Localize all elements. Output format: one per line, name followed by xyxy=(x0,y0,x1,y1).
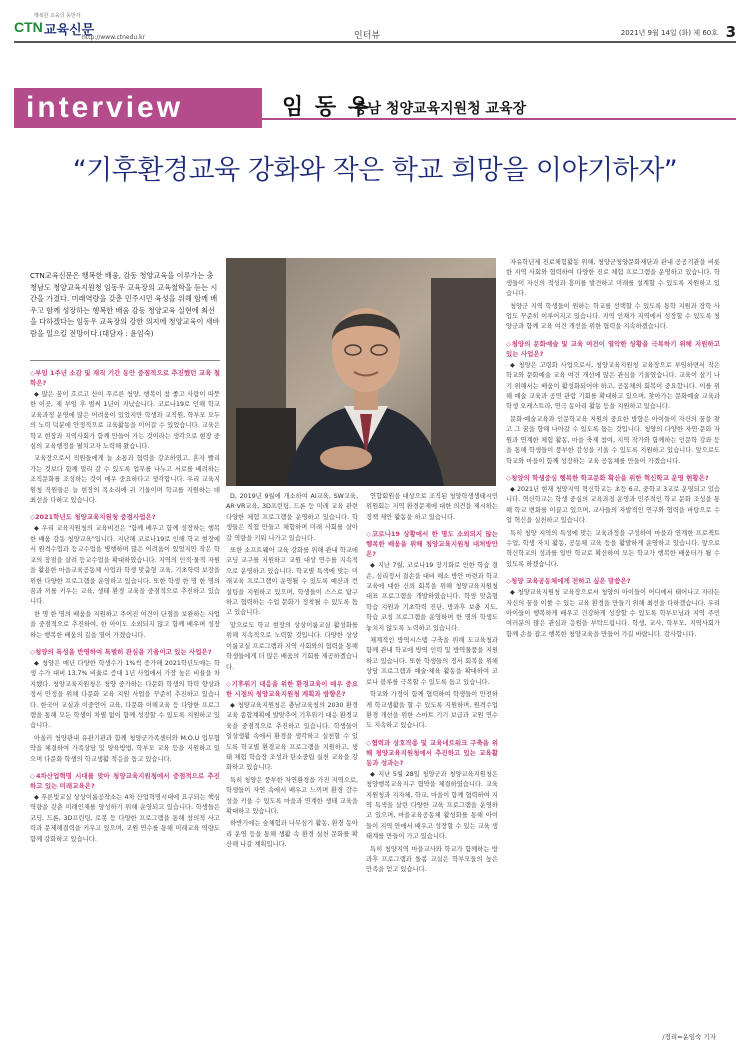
lead-divider xyxy=(30,360,220,361)
answer-paragraph: ◆ 2021년 현재 청양지역 혁신학교는 초등 6교, 중학교 3교로 운영되고 있습니다. 혁신학교는 학생 중심의 교육과정 운영과 민주적인 학교 문화 조성을 통해 학교 변화를 이끌고 있으며, 교사들의 자발적인 연구와 협력을 바탕으로 수업 혁신을 실천하고 있습니다. xyxy=(506,485,720,525)
question-heading: ◇4차산업혁명 시대를 맞아 청양교육지원청에서 중점적으로 추진하고 있는 미래교육은? xyxy=(30,772,220,790)
logo-tagline: 행복한 교육의 동반자 xyxy=(34,13,81,19)
answer-paragraph: 연합회원을 대상으로 조직된 청양학생생태시민위원회는 지역 환경문제에 대한 의견을 제시하는 정책 제안 활동을 하고 있습니다. xyxy=(366,493,498,521)
interviewee-photo xyxy=(226,258,496,486)
answer-paragraph: 학교와 가정이 함께 협력하여 학생들이 안전하게 학교생활을 할 수 있도록 지원하며, 원격수업 환경 개선을 위한 스마트 기기 보급과 교원 연수도 지속하고 있습니다. xyxy=(366,691,498,730)
answer-paragraph: 앞으로도 학교 현장의 상상이룸교실 활성화를 위해 지속적으로 노력할 것입니다. 다양한 상상이룸교실 프로그램과 지역 사회와의 협력을 통해 학생들에게 더 많은 배움의 기회를 제공하겠습니다. xyxy=(226,621,358,671)
article-column-4 xyxy=(506,258,720,1044)
question-heading: ◇부임 1주년 소감 및 재직 기간 동안 중점적으로 추진했던 교육 철학은? xyxy=(30,369,220,387)
interviewee-name: 임 동 우 xyxy=(282,95,372,120)
newspaper-logo[interactable] xyxy=(14,12,154,42)
section-name: 인터뷰 xyxy=(354,31,381,41)
site-url[interactable]: http://www.ctnedu.kr xyxy=(82,34,146,41)
answer-paragraph: 하반기에는 숲체험과 나무심기 활동, 환경 동아리 운영 등을 통해 생활 속 환경 실천 문화를 확산해 나갈 계획입니다. xyxy=(226,820,358,849)
question-heading: ◇협력과 상호작용 및 교육네트워크 구축을 위해 청양교육지원청에서 추진하고 있는 교육활동과 성과는? xyxy=(366,738,498,767)
banner-word: interview xyxy=(26,91,184,124)
answer-paragraph: ◆ 우리 교육지원청의 교육비전은 "함께 배우고 함께 성장하는 행복한 배움 감동 청양교육"입니다. 지난해 코로나19로 인해 학교 현장에서 원격수업과 등교수업을 병행하며 많은 어려움이 있었지만 작은 학교의 장점을 살려 등교수업을 확대하였습니다. 지역의 인적·물적 자원을 활용한 마을교육공동체 사업과 학생 맞춤형 교육, 기초학력 보장을 위한 다양한 프로그램을 운영하고 있습니다. 또한 학생 한 명 한 명의 꿈과 끼를 키우는 교육, 생태 환경 교육을 중점적으로 추진하고 있습니다. xyxy=(30,525,220,606)
question-heading: ◇청양의 문화예술 및 교육 여건이 열악한 상황을 극복하기 위해 지원하고 있는 사업은? xyxy=(506,339,720,358)
answer-paragraph: ◆ 지난 7월, 코로나19 장기화로 인한 학습 결손, 심리정서 결손을 대비 해소 방안 마련과 학교교육에 대한 신뢰 회복을 위해 청양교육지원청 대표 프로그램을 개발하였습니다. 학생 맞춤형 학습 지원과 기초학력 진단, 방과후 보충 지도, 학습 코칭 프로그램을 운영하며 한 명의 학생도 놓치지 않도록 노력하고 있습니다. xyxy=(366,562,498,632)
portrait-illustration xyxy=(226,258,496,486)
masthead xyxy=(14,12,736,42)
answer-paragraph: ◆ 푸른빛교실 상상이룸공작소는 4차 산업혁명시대에 요구되는 핵심역량을 갖춘 미래인재를 양성하기 위해 운영되고 있습니다. 학생들은 코딩, 드론, 3D프린팅, 로봇 등 다양한 프로그램을 통해 창의적 사고력과 문제해결력을 키우고 있으며, 교원 연수를 통해 미래교육 역량도 함께 강화하고 있습니다. xyxy=(30,794,220,843)
article-column-1 xyxy=(30,368,220,1044)
answer-paragraph: 특히 청양은 풍부한 자연환경을 가진 지역으로, 학생들이 자연 속에서 배우고 느끼며 환경 감수성을 키울 수 있도록 마을과 연계한 생태 교육을 확대하고 있습니다. xyxy=(226,776,358,815)
answer-paragraph: 체계적인 방역시스템 구축을 위해 도교육청과 함께 관내 학교에 방역 인력 및 방역물품을 지원하고 있습니다. 또한 학생들의 정서 회복을 위해 상담 프로그램과 예술·체육 활동을 확대하여 코로나 블루를 극복할 수 있도록 돕고 있습니다. xyxy=(366,637,498,686)
answer-paragraph: 문화·예술교육과 인문학교육 지원의 중요한 방향은 아이들이 자신의 꿈을 찾고 그 꿈을 향해 나아갈 수 있도록 돕는 것입니다. 청양의 다양한 자연·문화 자원과 연계한 체험 활동, 마을 축제 참여, 지역 작가와 함께하는 인문학 강좌 등을 통해 학생들이 풍부한 감성을 키울 수 있도록 지원하고 있습니다. 앞으로도 학교와 마을이 함께 성장하는 교육 공동체를 만들어 가겠습니다. xyxy=(506,415,720,465)
answer-paragraph: 교육장으로서 직원들에게 늘 소통과 협력을 강조하였고, 혼자 빨리 가는 것보다 함께 멀리 갈 수 있도록 업무를 나누고 서로를 배려하는 조직문화를 조성하는 것이 매우 중요하다고 생각합니다. 우리 교육지원청 직원들은 늘 현장의 목소리에 귀 기울이며 학교를 지원하는 데 최선을 다하고 있습니다. xyxy=(30,455,220,505)
question-heading: ◇청양 교육공동체에게 전하고 싶은 말씀은? xyxy=(506,577,631,586)
question-heading: ◇2021학년도 청양교육지원청 중점사업은? xyxy=(30,513,156,522)
interview-banner xyxy=(14,88,736,128)
article-lead: CTN교육신문은 행복한 배움, 감동 청양교육을 이루가는 충청남도 청양교육지원청 임동우 교육장의 교육철학을 듣는 시간을 가졌다. 미래역량을 갖춘 민주시민 육성을 위해 함께 배우고 함께 성장하는 행복한 배움 감동 청양교육 실현에 최선을 다하겠다는 임동우 교육장의 강한 의지에 청양교육이 새바람을 일으킬 전망이다.(대담자 : 윤임숙) xyxy=(30,271,220,338)
answer-paragraph: 한 명 한 명의 배움을 지원하고 주어진 여건이 단점을 보완하는 사업을 중점적으로 추진하여, 한 아이도 소외되지 않고 함께 배우며 성장하는 행복한 배움의 길을 열어 가겠습니다. xyxy=(30,610,220,639)
answer-paragraph: ◆ 많은 꿈이 흐르고 산이 푸르른 청양, 행복이 참 좋고 사람이 따뜻한 이곳, 제 부임 후 벌써 1년이 지났습니다. 코로나19로 인해 학교 교육과정 운영에 많은 어려움이 있었지만 학생과 교직원, 학부모 모두의 노력 덕분에 안정적으로 교육활동을 이어갈 수 있었습니다. 교육은 학교 현장과 지역사회가 함께 만들어 가는 것이라는 생각으로 현장 중심의 교육행정을 펼치고자 노력해 왔습니다. xyxy=(30,391,220,451)
logo-ctn: CTN xyxy=(14,19,43,35)
answer-paragraph: 아울러 청양관내 유관기관과 함께 청양군가족센터와 M.O.U 업무협약을 체결하여 가족상담 및 양육방법, 학부모 교육 등을 지원하고 있으며 다문화 학생의 학교생활 적응을 돕고 있습니다. xyxy=(30,734,220,763)
answer-paragraph: ◆ 지난 5월 28일 청양군과 청양교육지원청은 청양행복교육지구 협약을 체결하였습니다. 교육지원청과 지자체, 학교, 마을이 함께 협력하여 지역 특색을 살린 다양한 교육 프로그램을 운영하고 있으며, 마을교육공동체 활성화를 통해 아이들이 지역 안에서 배우고 성장할 수 있는 교육 생태계를 만들어 가고 있습니다. xyxy=(366,770,498,841)
article-headline: “기후환경교육 강화와 작은 학교 희망을 이야기하자” xyxy=(72,155,678,186)
answer-paragraph: 자유학년제 진로체험활동 위해, 청양군청양문화재단과 관내 공공기관을 비롯한 지역 사회와 협력하여 다양한 진로 체험 프로그램을 운영하고 있습니다. 학생들이 자신의 적성과 흥미를 발견하고 미래를 설계할 수 있도록 지원하고 있습니다. xyxy=(506,259,720,298)
interviewee-position: 충남 청양교육지원청 교육장 xyxy=(354,101,527,117)
question-heading: ◇코로나19 상황에서 한 명도 소외되지 않는 행복한 배움을 위해 청양교육지원청 대처방안은? xyxy=(366,530,498,559)
answer-paragraph: 또한 소프트웨어 교육 강화를 위해 관내 학교에 코딩 교구를 지원하고 교원 대상 연수를 지속적으로 운영하고 있습니다. 학교별 특색에 맞는 미래교육 프로그램이 운영될 수 있도록 예산과 컨설팅을 지원하고 있으며, 학생들이 스스로 탐구하고 협력하는 수업 문화가 정착될 수 있도록 돕고 있습니다. xyxy=(226,547,358,617)
answer-paragraph: 특히 청양지역 마을교사와 학교가 함께하는 방과후 프로그램과 돌봄 교실은 학부모들의 높은 만족을 얻고 있습니다. xyxy=(366,845,498,874)
masthead-rule xyxy=(14,41,736,43)
question-heading: ◇청양의 학생중심 행복한 학교문화 확산을 위한 혁신학교 운영 현황은? xyxy=(506,473,709,482)
answer-paragraph: 특히 청양 지역의 특성에 맞는 교육과정을 구성하여 마을과 연계한 프로젝트 수업, 학생 자치 활동, 공동체 교육 등을 활발하게 운영하고 있습니다. 앞으로 혁신학교의 성과를 일반 학교로 확산하여 모든 학교가 행복한 배움터가 될 수 있도록 하겠습니다. xyxy=(506,529,720,568)
article-byline: /정리=윤임숙 기자 xyxy=(662,1033,716,1041)
answer-paragraph: ◆ 청양은 고령화 사업으로서, 청양교육지원청 교육장으로 부임하면서 작은 학교와 문화예술 교육 여건 개선에 많은 관심을 기울였습니다. 교육이 살기 나기 위해서는 배움이 활성화되어야 하고, 공동체의 회복이 중요합니다. 이를 위해 예술 교육과 공연 관람 기회를 확대하고 있으며, 찾아가는 문화예술 교육과 학생 오케스트라, 연극 동아리 활동 등을 지원하고 있습니다. xyxy=(506,361,720,411)
answer-paragraph: ◆ 청양교육지원청 교육장으로서 청양의 아이들이 어디에서 태어나고 자라든 자신의 꿈을 이룰 수 있는 교육 환경을 만들기 위해 최선을 다하겠습니다. 우리 아이들이 행복하게 배우고 건강하게 성장할 수 있도록 학부모님과 지역 주민 여러분의 많은 관심과 응원을 부탁드립니다. 학생, 교사, 학부모, 지역사회가 함께 손을 잡고 행복한 청양교육을 만들어 가길 바랍니다. 감사합니다. xyxy=(506,589,720,638)
article-column-3 xyxy=(366,492,498,1044)
answer-paragraph: 청양군 지역 학생들이 원하는 학교를 선택할 수 있도록 통학 지원과 장학 사업도 꾸준히 이루어지고 있습니다. 지역 인재가 지역에서 성장할 수 있도록 청양군과 함께 교육 여건 개선을 위한 협력을 지속하겠습니다. xyxy=(506,302,720,331)
answer-paragraph: ◆ 청양은 매년 다양한 학생수가 1%씩 증가해 2021학년도에는 학생 수가 대비 13.7% 비율로 증대 1년 사업에서 가장 높은 비율을 차지했다. 청양교육지원청은 청양 중가하는 다문화 학생의 학력 향상과 정서 안정을 위해 다문화 교육 지원 사업을 꾸준히 추진하고 있습니다. 한국어 교실과 이중언어 교육, 다문화 이해교육 등 다양한 프로그램을 통해 모든 학생이 차별 없이 함께 성장할 수 있도록 지원하고 있습니다. xyxy=(30,659,220,730)
question-heading: ◇청양의 특성을 반영하여 특별히 관심을 기울이고 있는 사업은? xyxy=(30,647,212,656)
logo-name: 교육신문 xyxy=(44,23,95,38)
article-column-2 xyxy=(226,492,358,1044)
issue-date: 2021년 9월 14일 (화) 제 60호 xyxy=(620,29,718,37)
answer-paragraph: D, 2019년 9월에 개소하여 AI교육, SW교육, AR·VR교육, 3D프린팅, 드론 등 미래 교육 관련 다양한 체험 프로그램을 운영하고 있습니다. 학생들은 직접 만들고 체험하며 미래 사회를 살아갈 역량을 키워 나가고 있습니다. xyxy=(226,493,358,542)
question-heading: ◇기후위기 대응을 위한 환경교육이 매우 중요한 시점의 청양교육지원청 계획과 방향은? xyxy=(226,679,358,698)
page-number: 3 xyxy=(725,23,736,41)
answer-paragraph: ◆ 청양교육지원청은 충남교육청의 2030 환경교육 종합계획에 발맞추어 기후위기 대응 환경교육을 중점적으로 추진하고 있습니다. 학생들이 일상생활 속에서 환경을 생각하고 실천할 수 있도록 학교별 환경교육 프로그램을 지원하고, 생태 체험 학습장 조성과 탄소중립 실천 교육을 강화하고 있습니다. xyxy=(226,701,358,772)
